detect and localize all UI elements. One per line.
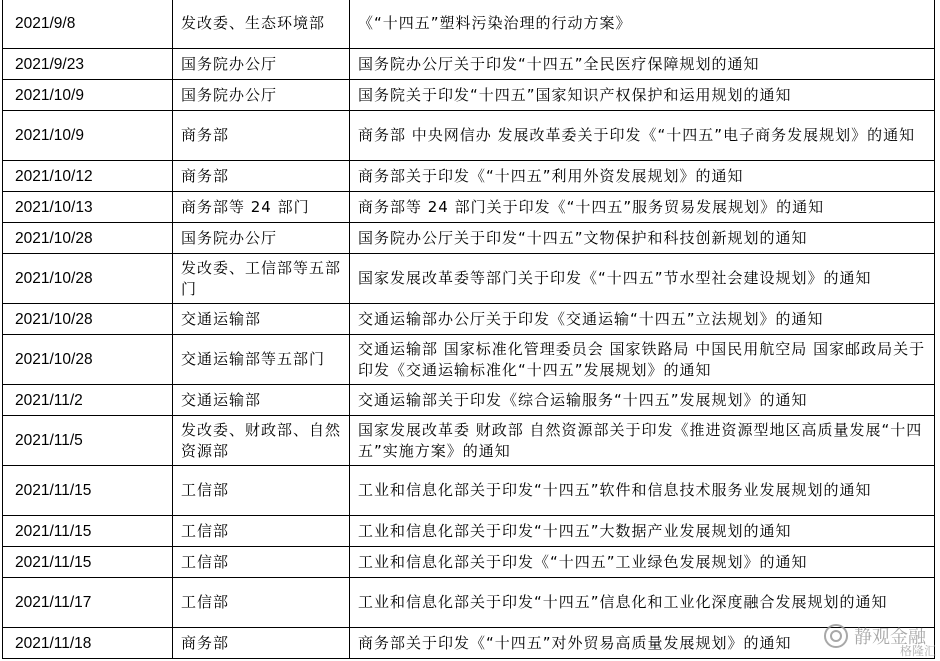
title-cell: 商务部关于印发《“十四五”利用外资发展规划》的通知: [350, 161, 935, 192]
date-cell: 2021/11/18: [3, 628, 173, 659]
table-row: [3, 111, 935, 161]
date-cell: 2021/10/12: [3, 161, 173, 192]
title-cell: 工业和信息化部关于印发《“十四五”工业绿色发展规划》的通知: [350, 547, 935, 578]
date-cell: 2021/10/9: [3, 111, 173, 161]
title-cell: 国务院办公厅关于印发“十四五”文物保护和科技创新规划的通知: [350, 223, 935, 254]
title-cell: 《“十四五”塑料污染治理的行动方案》: [350, 0, 935, 49]
watermark-text: 静观金融: [854, 627, 926, 648]
table-row: [3, 192, 935, 223]
dept-cell: 工信部: [173, 578, 350, 628]
date-cell: 2021/10/9: [3, 80, 173, 111]
date-cell: 2021/11/5: [3, 416, 173, 466]
date-cell: 2021/10/28: [3, 304, 173, 335]
dept-cell: 商务部: [173, 111, 350, 161]
dept-cell: 国务院办公厅: [173, 223, 350, 254]
dept-cell: 工信部: [173, 466, 350, 516]
table-row: [3, 628, 935, 659]
title-cell: 国家发展改革委等部门关于印发《“十四五”节水型社会建设规划》的通知: [350, 254, 935, 304]
date-cell: 2021/10/28: [3, 223, 173, 254]
policy-table: [2, 0, 935, 659]
table-row: [3, 254, 935, 304]
title-cell: 国务院关于印发“十四五”国家知识产权保护和运用规划的通知: [350, 80, 935, 111]
date-cell: 2021/11/15: [3, 516, 173, 547]
dept-cell: 商务部: [173, 628, 350, 659]
title-cell: 国务院办公厅关于印发“十四五”全民医疗保障规划的通知: [350, 49, 935, 80]
table-row: [3, 335, 935, 385]
table-row: [3, 49, 935, 80]
dept-cell: 交通运输部: [173, 304, 350, 335]
dept-cell: 国务院办公厅: [173, 49, 350, 80]
table-row: [3, 304, 935, 335]
date-cell: 2021/9/8: [3, 0, 173, 49]
date-cell: 2021/11/17: [3, 578, 173, 628]
dept-cell: 商务部: [173, 161, 350, 192]
dept-cell: 国务院办公厅: [173, 80, 350, 111]
date-cell: 2021/11/2: [3, 385, 173, 416]
title-cell: 商务部 中央网信办 发展改革委关于印发《“十四五”电子商务发展规划》的通知: [350, 111, 935, 161]
table-row: [3, 516, 935, 547]
table-row: [3, 80, 935, 111]
dept-cell: 交通运输部: [173, 385, 350, 416]
date-cell: 2021/9/23: [3, 49, 173, 80]
title-cell: 商务部关于印发《“十四五”对外贸易高质量发展规划》的通知: [350, 628, 935, 659]
dept-cell: 发改委、生态环境部: [173, 0, 350, 49]
table-row: [3, 416, 935, 466]
wechat-icon: [824, 624, 848, 648]
dept-cell: 发改委、财政部、自然资源部: [173, 416, 350, 466]
table-row: [3, 578, 935, 628]
date-cell: 2021/10/28: [3, 254, 173, 304]
title-cell: 工业和信息化部关于印发“十四五”信息化和工业化深度融合发展规划的通知: [350, 578, 935, 628]
table-row: [3, 547, 935, 578]
title-cell: 交通运输部办公厅关于印发《交通运输“十四五”立法规划》的通知: [350, 304, 935, 335]
title-cell: 交通运输部关于印发《综合运输服务“十四五”发展规划》的通知: [350, 385, 935, 416]
title-cell: 国家发展改革委 财政部 自然资源部关于印发《推进资源型地区高质量发展“十四五”实施方案》的通知: [350, 416, 935, 466]
dept-cell: 工信部: [173, 516, 350, 547]
watermark-logo: 格隆汇: [899, 644, 936, 658]
title-cell: 交通运输部 国家标准化管理委员会 国家铁路局 中国民用航空局 国家邮政局关于印发《交通运输标准化“十四五”发展规划》的通知: [350, 335, 935, 385]
dept-cell: 交通运输部等五部门: [173, 335, 350, 385]
title-cell: 工业和信息化部关于印发“十四五”软件和信息技术服务业发展规划的通知: [350, 466, 935, 516]
dept-cell: 工信部: [173, 547, 350, 578]
dept-cell: 商务部等 24 部门: [173, 192, 350, 223]
dept-cell: 发改委、工信部等五部门: [173, 254, 350, 304]
title-cell: 商务部等 24 部门关于印发《“十四五”服务贸易发展规划》的通知: [350, 192, 935, 223]
table-row: [3, 385, 935, 416]
table-row: [3, 161, 935, 192]
table-row: [3, 466, 935, 516]
title-cell: 工业和信息化部关于印发“十四五”大数据产业发展规划的通知: [350, 516, 935, 547]
table-row: [3, 0, 935, 49]
table-row: [3, 223, 935, 254]
date-cell: 2021/11/15: [3, 547, 173, 578]
date-cell: 2021/11/15: [3, 466, 173, 516]
date-cell: 2021/10/28: [3, 335, 173, 385]
date-cell: 2021/10/13: [3, 192, 173, 223]
